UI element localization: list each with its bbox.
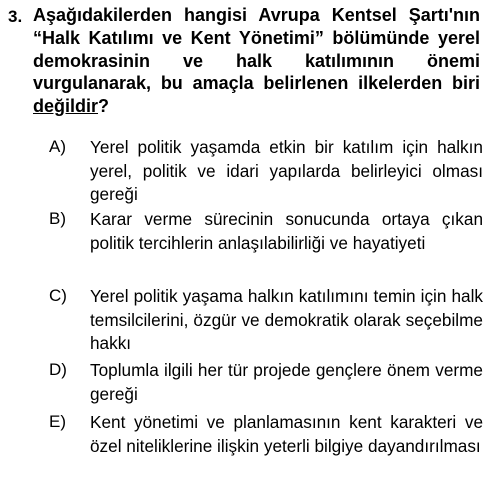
question-number: 3.: [8, 7, 23, 26]
option-text: Toplumla ilgili her tür projede gençlere önem verme gereği: [90, 360, 483, 404]
option-letter: D): [49, 360, 67, 379]
option-text: Kent yönetimi ve planlamasının kent karakteri ve özel niteliklerine ilişkin yeterli bilgiye dayandırılması: [90, 412, 483, 456]
question-stem: [33, 4, 480, 118]
question-stem-text: Aşağıdakilerden hangisi Avrupa Kentsel Şartı'nın “Halk Katılımı ve Kent Yönetimi” bölümünde yerel demokrasinin ve halk katılımının önemi vurgulanarak, bu amaçla belirlenen ilkelerden biri: [33, 5, 480, 94]
option-letter: B): [49, 209, 66, 228]
question-stem-emphasis: değildir: [33, 96, 99, 117]
option-text: Karar verme sürecinin sonucunda ortaya çıkan politik tercihlerin anlaşılabilirliği ve hayatiyeti: [90, 209, 483, 253]
option-letter: A): [49, 137, 66, 156]
option-letter: C): [49, 286, 67, 305]
option-text: Yerel politik yaşama halkın katılımını temin için halk temsilcilerini, özgür ve demokratik olarak seçebilme hakkı: [90, 286, 483, 353]
option-text: Yerel politik yaşamda etkin bir katılım için halkın yerel, politik ve idari yapılarda belirleyici olması gereği: [90, 137, 483, 204]
option-letter: E): [49, 412, 66, 431]
question-stem-end: ?: [98, 96, 110, 117]
